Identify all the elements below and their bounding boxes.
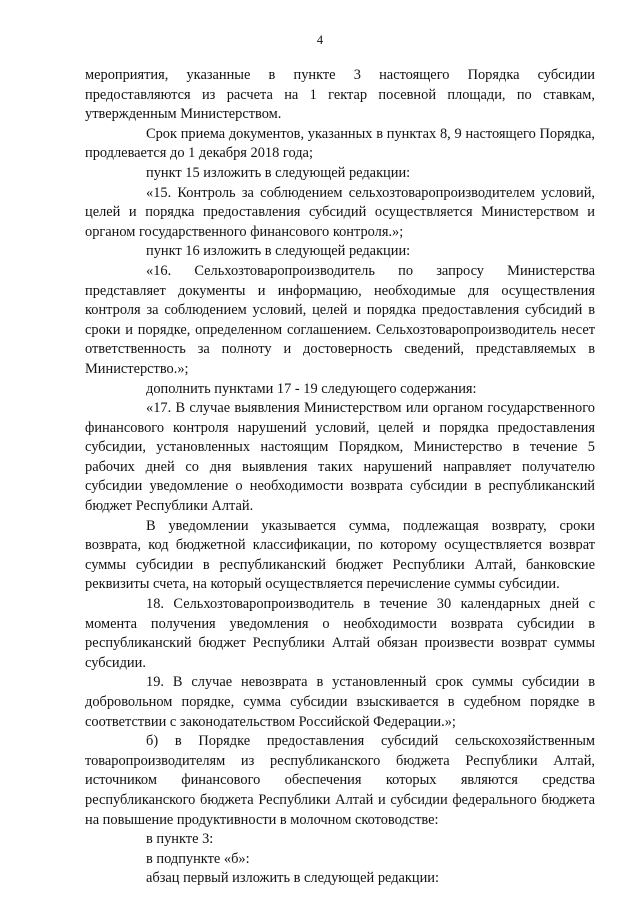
- paragraph: пункт 15 изложить в следующей редакции:: [146, 164, 411, 181]
- paragraph: Срок приема документов, указанных в пунктах 8, 9 настоящего Порядка, продлевается до 1 декабря 2018 года;: [85, 125, 595, 162]
- paragraph: 18. Сельхозтоваропроизводитель в течение 30 календарных дней с момента получения уведомления о необходимости возврата субсидии в республиканский бюджет Республики Алтай обязан произвести возврат суммы субсидии.: [85, 596, 595, 671]
- paragraph: дополнить пунктами 17 - 19 следующего содержания:: [146, 380, 477, 397]
- body-text: [85, 66, 595, 889]
- paragraph: в пункте 3:: [146, 831, 214, 848]
- paragraph: в подпункте «б»:: [146, 850, 250, 867]
- paragraph: 19. В случае невозврата в установленный срок суммы субсидии в добровольном порядке, сумма субсидии взыскивается в судебном порядке в соответствии с законодательством Российской Федерации.»;: [85, 674, 595, 730]
- paragraph: «17. В случае выявления Министерством или органом государственного финансового контроля нарушений условий, целей и порядка предоставления субсидии, установленных настоящим Порядком, Министерство в течение 5 рабочих дней со дня выявления таких нарушений направляет получателю субсидии уведомление о необходимости возврата субсидии в республиканский бюджет Республики Алтай.: [85, 400, 595, 515]
- page-number: 4: [316, 33, 324, 47]
- paragraph: абзац первый изложить в следующей редакции:: [146, 870, 440, 887]
- paragraph: пункт 16 изложить в следующей редакции:: [146, 243, 411, 260]
- paragraph: «16. Сельхозтоваропроизводитель по запросу Министерства представляет документы и информацию, необходимые для осуществления контроля за соблюдением условий, целей и порядка предоставления субсидий в сроки и порядке, определенном соглашением. Сельхозтоваропроизводитель несет ответственность за полноту и достоверность сведений, представляемых в Министерство.»;: [85, 262, 595, 377]
- paragraph: «15. Контроль за соблюдением сельхозтоваропроизводителем условий, целей и порядка предоставления субсидий осуществляется Министерством и органом государственного финансового контроля.»;: [85, 184, 595, 240]
- paragraph: В уведомлении указывается сумма, подлежащая возврату, сроки возврата, код бюджетной классификации, по которому осуществляется возврат суммы субсидии в республиканский бюджет Республики Алтай, банковские реквизиты счета, на который осуществляется перечисление суммы субсидии.: [85, 517, 595, 593]
- paragraph: мероприятия, указанные в пункте 3 настоящего Порядка субсидии предоставляются из расчета на 1 гектар посевной площади, по ставкам, утвержденным Министерством.: [85, 67, 595, 123]
- paragraph: б) в Порядке предоставления субсидий сельскохозяйственным товаропроизводителям из республиканского бюджета Республики Алтай, источником финансового обеспечения которых являются средства республиканского бюджета Республики Алтай и субсидии федерального бюджета на повышение продуктивности в молочном скотоводстве:: [85, 733, 595, 828]
